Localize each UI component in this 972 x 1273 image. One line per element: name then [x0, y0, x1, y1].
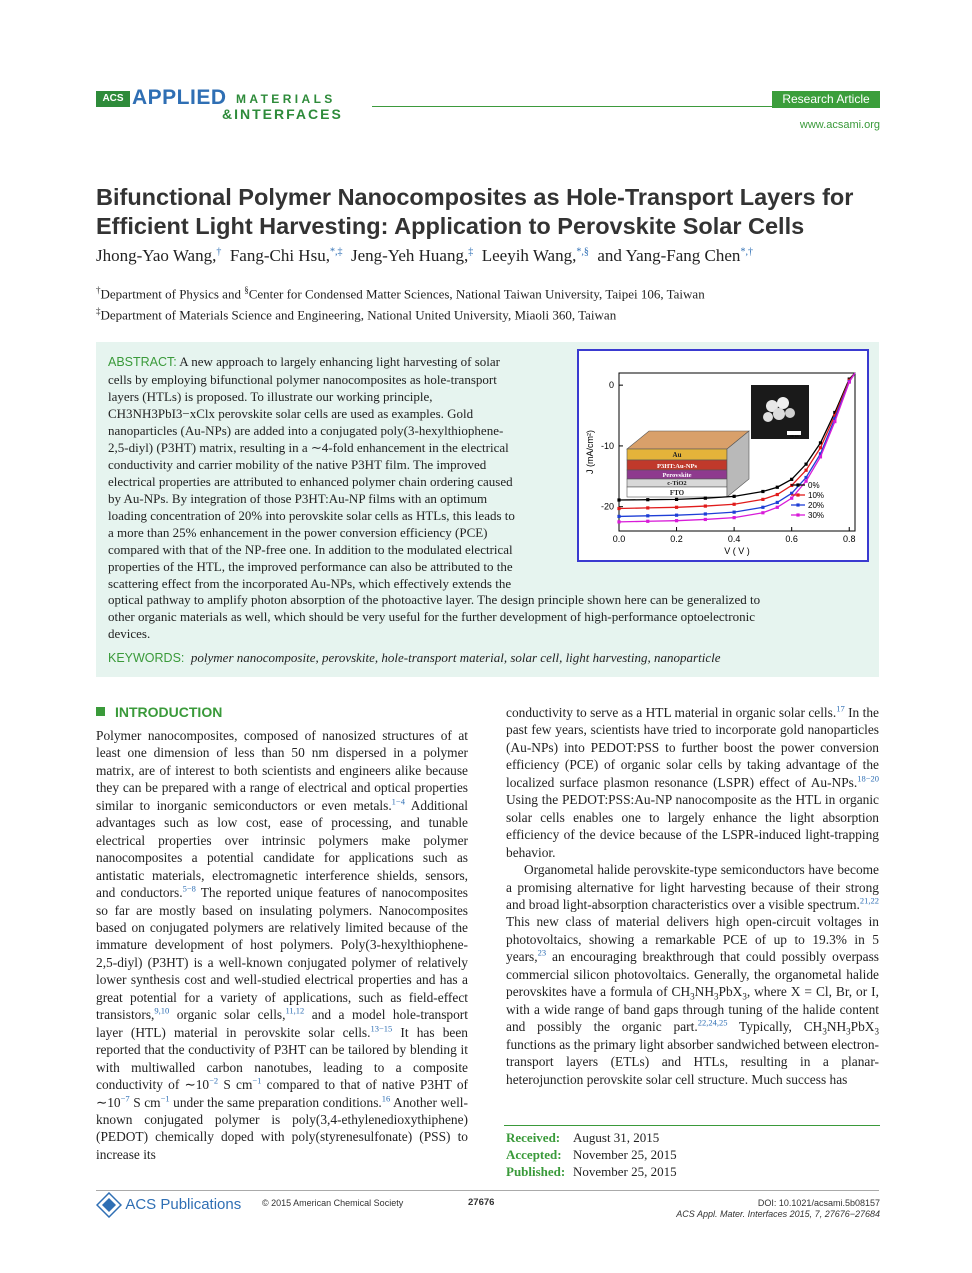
y-tick-label: -20: [600, 501, 614, 512]
journal-website-link[interactable]: www.acsami.org: [799, 119, 880, 131]
data-point: [776, 493, 779, 496]
data-point: [675, 498, 678, 501]
abstract-label: ABSTRACT:: [108, 355, 177, 369]
data-point: [833, 420, 836, 423]
data-point: [704, 512, 707, 515]
device-schematic: [627, 431, 749, 497]
article-type-badge: Research Article: [772, 91, 880, 108]
data-point: [617, 520, 620, 523]
journal-word-applied: APPLIED: [132, 86, 227, 109]
legend-label: 30%: [808, 511, 825, 520]
doi-link[interactable]: DOI: 10.1021/acsami.5b08157: [757, 1198, 880, 1208]
page-number: 27676: [468, 1197, 495, 1208]
data-point: [790, 478, 793, 481]
data-point: [617, 507, 620, 510]
legend-marker: [796, 503, 799, 506]
abstract-narrow-text: ABSTRACT: A new approach to largely enhancing light harvesting of solar cells by employing bifunctional polymer nanocomposites as hole-transport layers (HTLs) is proposed. To illustrate our working principle, CH3NH3PbI3−xClx perovskite solar cells are used as examples. Gold nanoparticles (Au-NPs) are added into a conjugated poly(3-hexylthiophene- 2,5-diyl) (P3HT) matrix, resulting in a ∼4-fold enhancement in the electrical conductivity and carrier mobility of the native P3HT film. The improved electrical properties are attributed to enhanced polymer chain ordering caused by Au-NPs. By integration of those P3HT:Au-NP films with an optimum loading concentration of 20% into perovskite solar cells as HTLs, this leads to a more than 25% enhancement in the power conversion efficiency (PCE) compared with that of the NP-free one. In addition to the modulated electrical properties of the HTL, the improved performance can also be attributed to the scattering effect from the incorporated Au-NPs, which effectively extends the: [108, 354, 515, 591]
accepted-date: Accepted: November 25, 2015: [506, 1147, 677, 1162]
data-point: [646, 514, 649, 517]
affiliation-1: †Department of Physics and §Center for Condensed Matter Sciences, National Taiwan University, Taipei 106, Taiwan: [96, 285, 705, 302]
keywords: [108, 650, 868, 666]
data-point: [617, 515, 620, 518]
article-title: [96, 183, 886, 241]
x-tick-label: 0.6: [785, 534, 798, 544]
x-tick-label: 0.8: [842, 534, 856, 544]
keywords-list: polymer nanocomposite, perovskite, hole-transport material, solar cell, light harvesting, nanoparticle: [190, 650, 721, 665]
layer-label-fto: FTO: [669, 489, 685, 497]
x-tick-label: 0.2: [670, 534, 683, 544]
received-rule: [504, 1125, 880, 1126]
y-tick-label: 0: [608, 380, 614, 391]
y-tick-label: -10: [600, 440, 614, 451]
acs-publications-logo[interactable]: ACS Publications: [96, 1192, 241, 1218]
acs-mark: ACS: [96, 91, 130, 107]
jv-curve-chart: [579, 351, 867, 560]
column-2-body: conductivity to serve as a HTL material in organic solar cells.$^{17}$ In the past few years, scientists have tried to incorporate gold nanoparticles (Au-NPs) into PEDOT:PSS to further boost the power conversion efficiency (PCE) of organic solar cells by taking advantage of the localized surface plasmon resonance (LSPR) effect of Au-NPs.$^{18-20}$ Using the PEDOT:PSS:Au-NP nanocomposite as the HTL in organic solar cells enables one to largely enhance the light absorption efficiency of the device because of the LSPR-induced light-trapping behavior. Organometal halide perovskite-type semiconductors have become a promising alternative for light harvesting because of their strong and broad light-absorption characteristics over a visible spectrum.$^{21,22}$ This new class of material delivers high open-circuit voltages in photovoltaics, showing a remarkable PCE of up to 19.3% in 5 years,$^{23}$ an encouraging breakthrough that could possibly overpass commercial silicon photovoltaics. Generally, the organometal halide perovskites have a formula of $CH_3NH_3PbX_3$, where X = Cl, Br, or I, with a wide range of band gaps through tuning of the halide content and possibly the organic part.$^{22,24,25}$ Typically, $CH_3NH_3PbX_3$ functions as the primary light absorber sandwiched between electron-transport layers (ETLs) and HTLs, resulting in a planar-heterojunction perovskite solar cell structure. Much success has: [506, 703, 879, 1087]
author[interactable]: and Yang-Fang Chen*,†: [597, 246, 753, 265]
layer-label-p3ht: P3HT:Au-NPs: [657, 463, 697, 470]
data-point: [646, 520, 649, 523]
data-point: [704, 518, 707, 521]
author[interactable]: Leeyih Wang,*,§: [481, 246, 589, 265]
data-point: [675, 514, 678, 517]
footer-rule: [96, 1190, 879, 1191]
copyright: © 2015 American Chemical Society: [262, 1198, 404, 1208]
data-point: [733, 511, 736, 514]
data-point: [761, 511, 764, 514]
x-tick-label: 0.0: [612, 534, 626, 544]
data-point: [761, 506, 764, 509]
data-point: [646, 498, 649, 501]
legend-marker: [796, 483, 799, 486]
data-point: [761, 498, 764, 501]
author[interactable]: Jeng-Yeh Huang,‡: [350, 246, 474, 265]
acs-publications-icon: [96, 1192, 122, 1218]
tem-inset: [751, 385, 809, 439]
data-point: [704, 504, 707, 507]
data-point: [761, 490, 764, 493]
section-marker-icon: [96, 707, 105, 716]
legend-label: 20%: [808, 501, 825, 510]
published-date: Published: November 25, 2015: [506, 1164, 677, 1179]
data-point: [804, 463, 807, 466]
title-line-1: Bifunctional Polymer Nanocomposites as Hole-Transport Layers for: [96, 184, 854, 210]
layer-label-au: Au: [672, 451, 682, 459]
doi-citation: [640, 1198, 880, 1220]
legend-label: 10%: [808, 491, 825, 500]
data-point: [776, 501, 779, 504]
data-point: [733, 495, 736, 498]
tem-scale: 100 nm: [789, 434, 799, 438]
author[interactable]: Jhong-Yao Wang,†: [96, 246, 222, 265]
citation: ACS Appl. Mater. Interfaces 2015, 7, 27676−27684: [676, 1209, 880, 1219]
data-point: [646, 506, 649, 509]
data-point: [675, 506, 678, 509]
layer-label-tio2: c-TiO2: [667, 480, 687, 487]
affiliation-2: ‡Department of Materials Science and Engineering, National United University, Miaoli 360, Taiwan: [96, 306, 617, 323]
author-list: [96, 246, 886, 266]
column-1-body: Polymer nanocomposites, composed of nanosized structures of at least one dimension of less than 50 nm dispersed in a polymer matrix, are of interest to both scientists and engineers alike because they can be prepared with a range of electrical and optical properties similar to inorganic semiconductors or even metals.$^{1-4}$ Additional advantages such as low cost, ease of processing, and tunable electrical properties over intrinsic polymers make polymer nanocomposites a potential candidate for applications such as antistatic materials, electromagnetic interference shields, sensors, and conductors.$^{5-8}$ The reported unique features of nanocomposites so far are mostly based on insulating polymers. Nanocomposites based on conjugated polymers are relatively limited because of the immature development of host polymers. Poly(3-hexylthiophene-2,5-diyl) (P3HT) is a well-known conjugated polymer of relatively lower synthesis cost and well-studied electrical properties and has a great potential for a variety of applications, such as field-effect transistors,$^{9,10}$ organic solar cells,$^{11,12}$ and a model hole-transport layer (HTL) material in perovskite solar cells.$^{13-15}$ It has been reported that the conductivity of P3HT can be tailored by blending it with multiwalled carbon nanotubes, leading to a composite conductivity of $\sim 10^{-2}$ S $cm^{-1}$ compared to that of native P3HT of $\sim 10^{-7}$ S $cm^{-1}$ under the same preparation conditions.$^{16}$ Another well-known conjugated polymer is poly(3,4-ethylenedioxythiphene) (PEDOT) chemically doped with poly(styrenesulfonate) (PSS) to increase its: [96, 728, 468, 1162]
keywords-label: KEYWORDS:: [108, 651, 185, 665]
author[interactable]: Fang-Chi Hsu,*,‡: [229, 246, 343, 265]
data-point: [733, 516, 736, 519]
data-point: [819, 455, 822, 458]
x-axis-label: V ( V ): [724, 546, 750, 556]
received-date: Received: August 31, 2015: [506, 1130, 660, 1145]
y-axis-label: J (mA/cm²): [585, 430, 595, 474]
x-tick-label: 0.4: [727, 534, 741, 544]
data-point: [733, 503, 736, 506]
journal-word-materials: MATERIALS: [236, 92, 336, 106]
introduction-heading: INTRODUCTION: [96, 704, 222, 720]
layer-label-perovskite: Perovskite: [662, 472, 692, 479]
abstract-wide-text: optical pathway to amplify photon absorption of the photoactive layer. The design principle shown here can be generalized to other organic materials as well, which should be very useful for the further development of high-performance optoelectronic devices.: [108, 592, 761, 641]
data-point: [617, 498, 620, 501]
data-point: [776, 506, 779, 509]
legend-label: 0%: [808, 481, 820, 490]
data-point: [675, 519, 678, 522]
data-point: [819, 446, 822, 449]
legend-marker: [796, 493, 799, 496]
data-point: [848, 381, 851, 384]
data-point: [804, 469, 807, 472]
title-line-2: Efficient Light Harvesting: Application to Perovskite Solar Cells: [96, 213, 805, 239]
data-point: [790, 497, 793, 500]
toc-graphic: [577, 349, 869, 562]
data-point: [704, 497, 707, 500]
journal-word-interfaces: &INTERFACES: [222, 106, 343, 122]
legend-marker: [796, 513, 799, 516]
data-point: [776, 486, 779, 489]
